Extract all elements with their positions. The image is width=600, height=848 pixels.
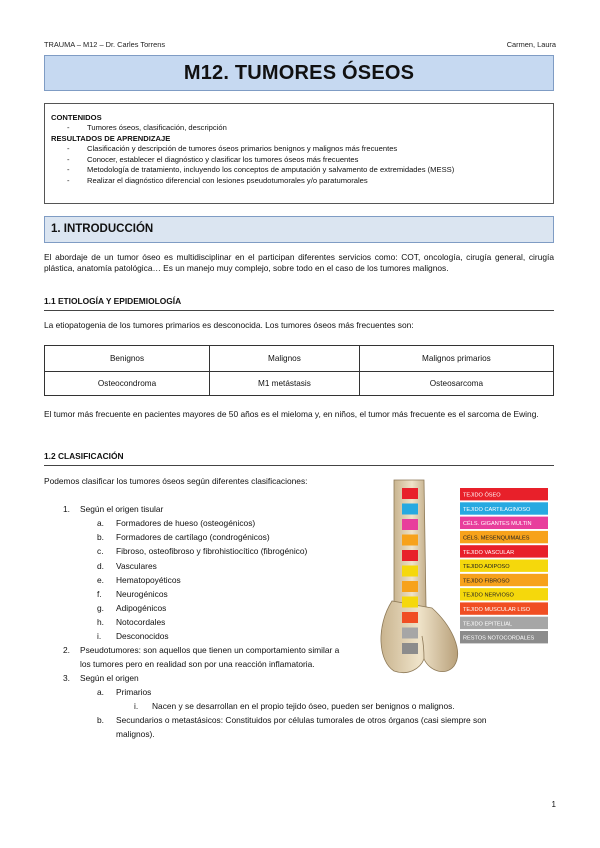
list-item: Formadores de cartílago (condrogénicos) bbox=[116, 532, 270, 542]
list-letter: a. bbox=[97, 687, 104, 697]
list-item: Desconocidos bbox=[116, 631, 169, 641]
list-letter: i. bbox=[97, 631, 102, 641]
results-label: RESULTADOS DE APRENDIZAJE bbox=[51, 133, 171, 143]
page-number: 1 bbox=[551, 800, 556, 809]
legend-label: TEJIDO MUSCULAR LISO bbox=[463, 607, 531, 613]
tissue-strip bbox=[402, 535, 418, 546]
legend-label: TEJIDO CARTILAGINOSO bbox=[463, 506, 531, 513]
list-item: Formadores de hueso (osteogénicos) bbox=[116, 518, 256, 528]
list-letter: a. bbox=[97, 518, 104, 528]
page-title: M12. TUMORES ÓSEOS bbox=[183, 61, 415, 84]
list-letter: e. bbox=[97, 575, 104, 585]
list-item-label: Primarios bbox=[116, 687, 152, 697]
list-item-label: Según el origen tisular bbox=[80, 504, 164, 514]
results-item: - Realizar el diagnóstico diferencial con lesiones pseudotumorales y/o paratumorales bbox=[51, 176, 547, 186]
list-item: Secundarios o metastásicos: Constituidos por células tumorales de otros órganos (casi siempre son bbox=[116, 715, 487, 725]
epidemiology-paragraph: El tumor más frecuente en pacientes mayores de 50 años es el mieloma y, en niños, el tumor más frecuente es el sarcoma de Ewing. bbox=[44, 409, 539, 419]
legend-label: TEJIDO NERVIOSO bbox=[463, 592, 514, 599]
subsection-heading-etiology: 1.1 ETIOLOGÍA Y EPIDEMIOLOGÍA bbox=[44, 296, 554, 311]
contents-label: CONTENIDOS bbox=[51, 113, 102, 122]
tissue-color-strips bbox=[402, 488, 418, 654]
list-item: Adipogénicos bbox=[116, 603, 167, 613]
list-number: 1. bbox=[63, 504, 70, 514]
legend-label: TEJIDO ÓSEO bbox=[463, 492, 501, 499]
list-item: malignos). bbox=[116, 729, 155, 739]
list-item: los tumores pero en realidad son por una reacción inflamatoria. bbox=[80, 659, 315, 669]
results-item: - Metodología de tratamiento, incluyendo los conceptos de amputación y salvamento de extremidades (MESS) bbox=[51, 165, 547, 175]
tissue-strip bbox=[402, 643, 418, 654]
tissue-strip bbox=[402, 550, 418, 561]
subsection-heading-classification: 1.2 CLASIFICACIÓN bbox=[44, 451, 554, 466]
section-heading: 1. INTRODUCCIÓN bbox=[51, 222, 154, 235]
list-item: Fibroso, osteofibroso y fibrohistiocítico (fibrogénico) bbox=[116, 546, 308, 556]
running-header-left: TRAUMA – M12 – Dr. Carles Torrens bbox=[44, 40, 166, 49]
tissue-strip bbox=[402, 488, 418, 499]
bone-illustration bbox=[380, 476, 560, 676]
table-header-cell: Benignos bbox=[45, 346, 210, 372]
list-item: Neurogénicos bbox=[116, 589, 168, 599]
results-item: - Conocer, establecer el diagnóstico y clasificar los tumores óseos más frecuentes bbox=[51, 155, 547, 165]
tissue-strip bbox=[402, 504, 418, 515]
list-item-label: Según el origen bbox=[80, 673, 139, 683]
table-cell: Osteosarcoma bbox=[359, 372, 553, 396]
list-item: Vasculares bbox=[116, 561, 157, 571]
bone-tissue-figure bbox=[380, 476, 560, 676]
legend-label: CÉLS. MESENQUIMALES bbox=[463, 535, 530, 542]
running-header-right: Carmen, Laura bbox=[506, 40, 556, 49]
table-header-cell: Malignos primarios bbox=[359, 346, 553, 372]
classification-intro: Podemos clasificar los tumores óseos según diferentes clasificaciones: bbox=[44, 476, 308, 486]
tissue-strip bbox=[402, 519, 418, 530]
legend-label: TEJIDO FIBROSO bbox=[463, 578, 510, 585]
legend-label: CÉLS. GIGANTES MULTIN bbox=[463, 521, 532, 528]
tissue-legend bbox=[460, 488, 548, 643]
intro-paragraph: El abordaje de un tumor óseo es multidisciplinar en el participan diferentes servicios como: COT, oncología, cirugía general, cirugía plástica, anatomía patológica… Es un manejo muy complejo, sobre todo en el caso de los tumores malignos. bbox=[44, 252, 554, 274]
etiology-paragraph: La etiopatogenia de los tumores primarios es desconocida. Los tumores óseos más frecuentes son: bbox=[44, 320, 414, 330]
list-roman: i. bbox=[134, 701, 139, 711]
legend-label: TEJIDO EPITELIAL bbox=[463, 621, 513, 628]
list-item: Notocordales bbox=[116, 617, 166, 627]
list-letter: d. bbox=[97, 561, 104, 571]
list-letter: b. bbox=[97, 715, 104, 725]
legend-label: TEJIDO ADIPOSO bbox=[463, 564, 510, 571]
list-letter: f. bbox=[97, 589, 102, 599]
legend-label: TEJIDO VASCULAR bbox=[463, 549, 515, 556]
table-header-cell: Malignos bbox=[210, 346, 360, 372]
results-item: - Clasificación y descripción de tumores óseos primarios benignos y malignos más frecuentes bbox=[51, 144, 547, 154]
list-letter: c. bbox=[97, 546, 104, 556]
tissue-strip bbox=[402, 566, 418, 577]
list-letter: b. bbox=[97, 532, 104, 542]
table-cell: Osteocondroma bbox=[45, 372, 210, 396]
legend-label: RESTOS NOTOCORDALES bbox=[463, 635, 535, 642]
list-item: Hematopoyéticos bbox=[116, 575, 181, 585]
tissue-strip bbox=[402, 597, 418, 608]
list-letter: h. bbox=[97, 617, 104, 627]
list-item: Pseudotumores: son aquellos que tienen un comportamiento similar a bbox=[80, 645, 340, 655]
list-item: Nacen y se desarrollan en el propio tejido óseo, pueden ser benignos o malignos. bbox=[152, 701, 455, 711]
tissue-strip bbox=[402, 581, 418, 592]
list-letter: g. bbox=[97, 603, 104, 613]
list-number: 2. bbox=[63, 645, 70, 655]
bone-condyles bbox=[381, 601, 458, 673]
tissue-strip bbox=[402, 612, 418, 623]
list-number: 3. bbox=[63, 673, 70, 683]
contents-item: - Tumores óseos, clasificación, descripción bbox=[51, 123, 547, 133]
table-cell: M1 metástasis bbox=[210, 372, 360, 396]
tissue-strip bbox=[402, 628, 418, 639]
